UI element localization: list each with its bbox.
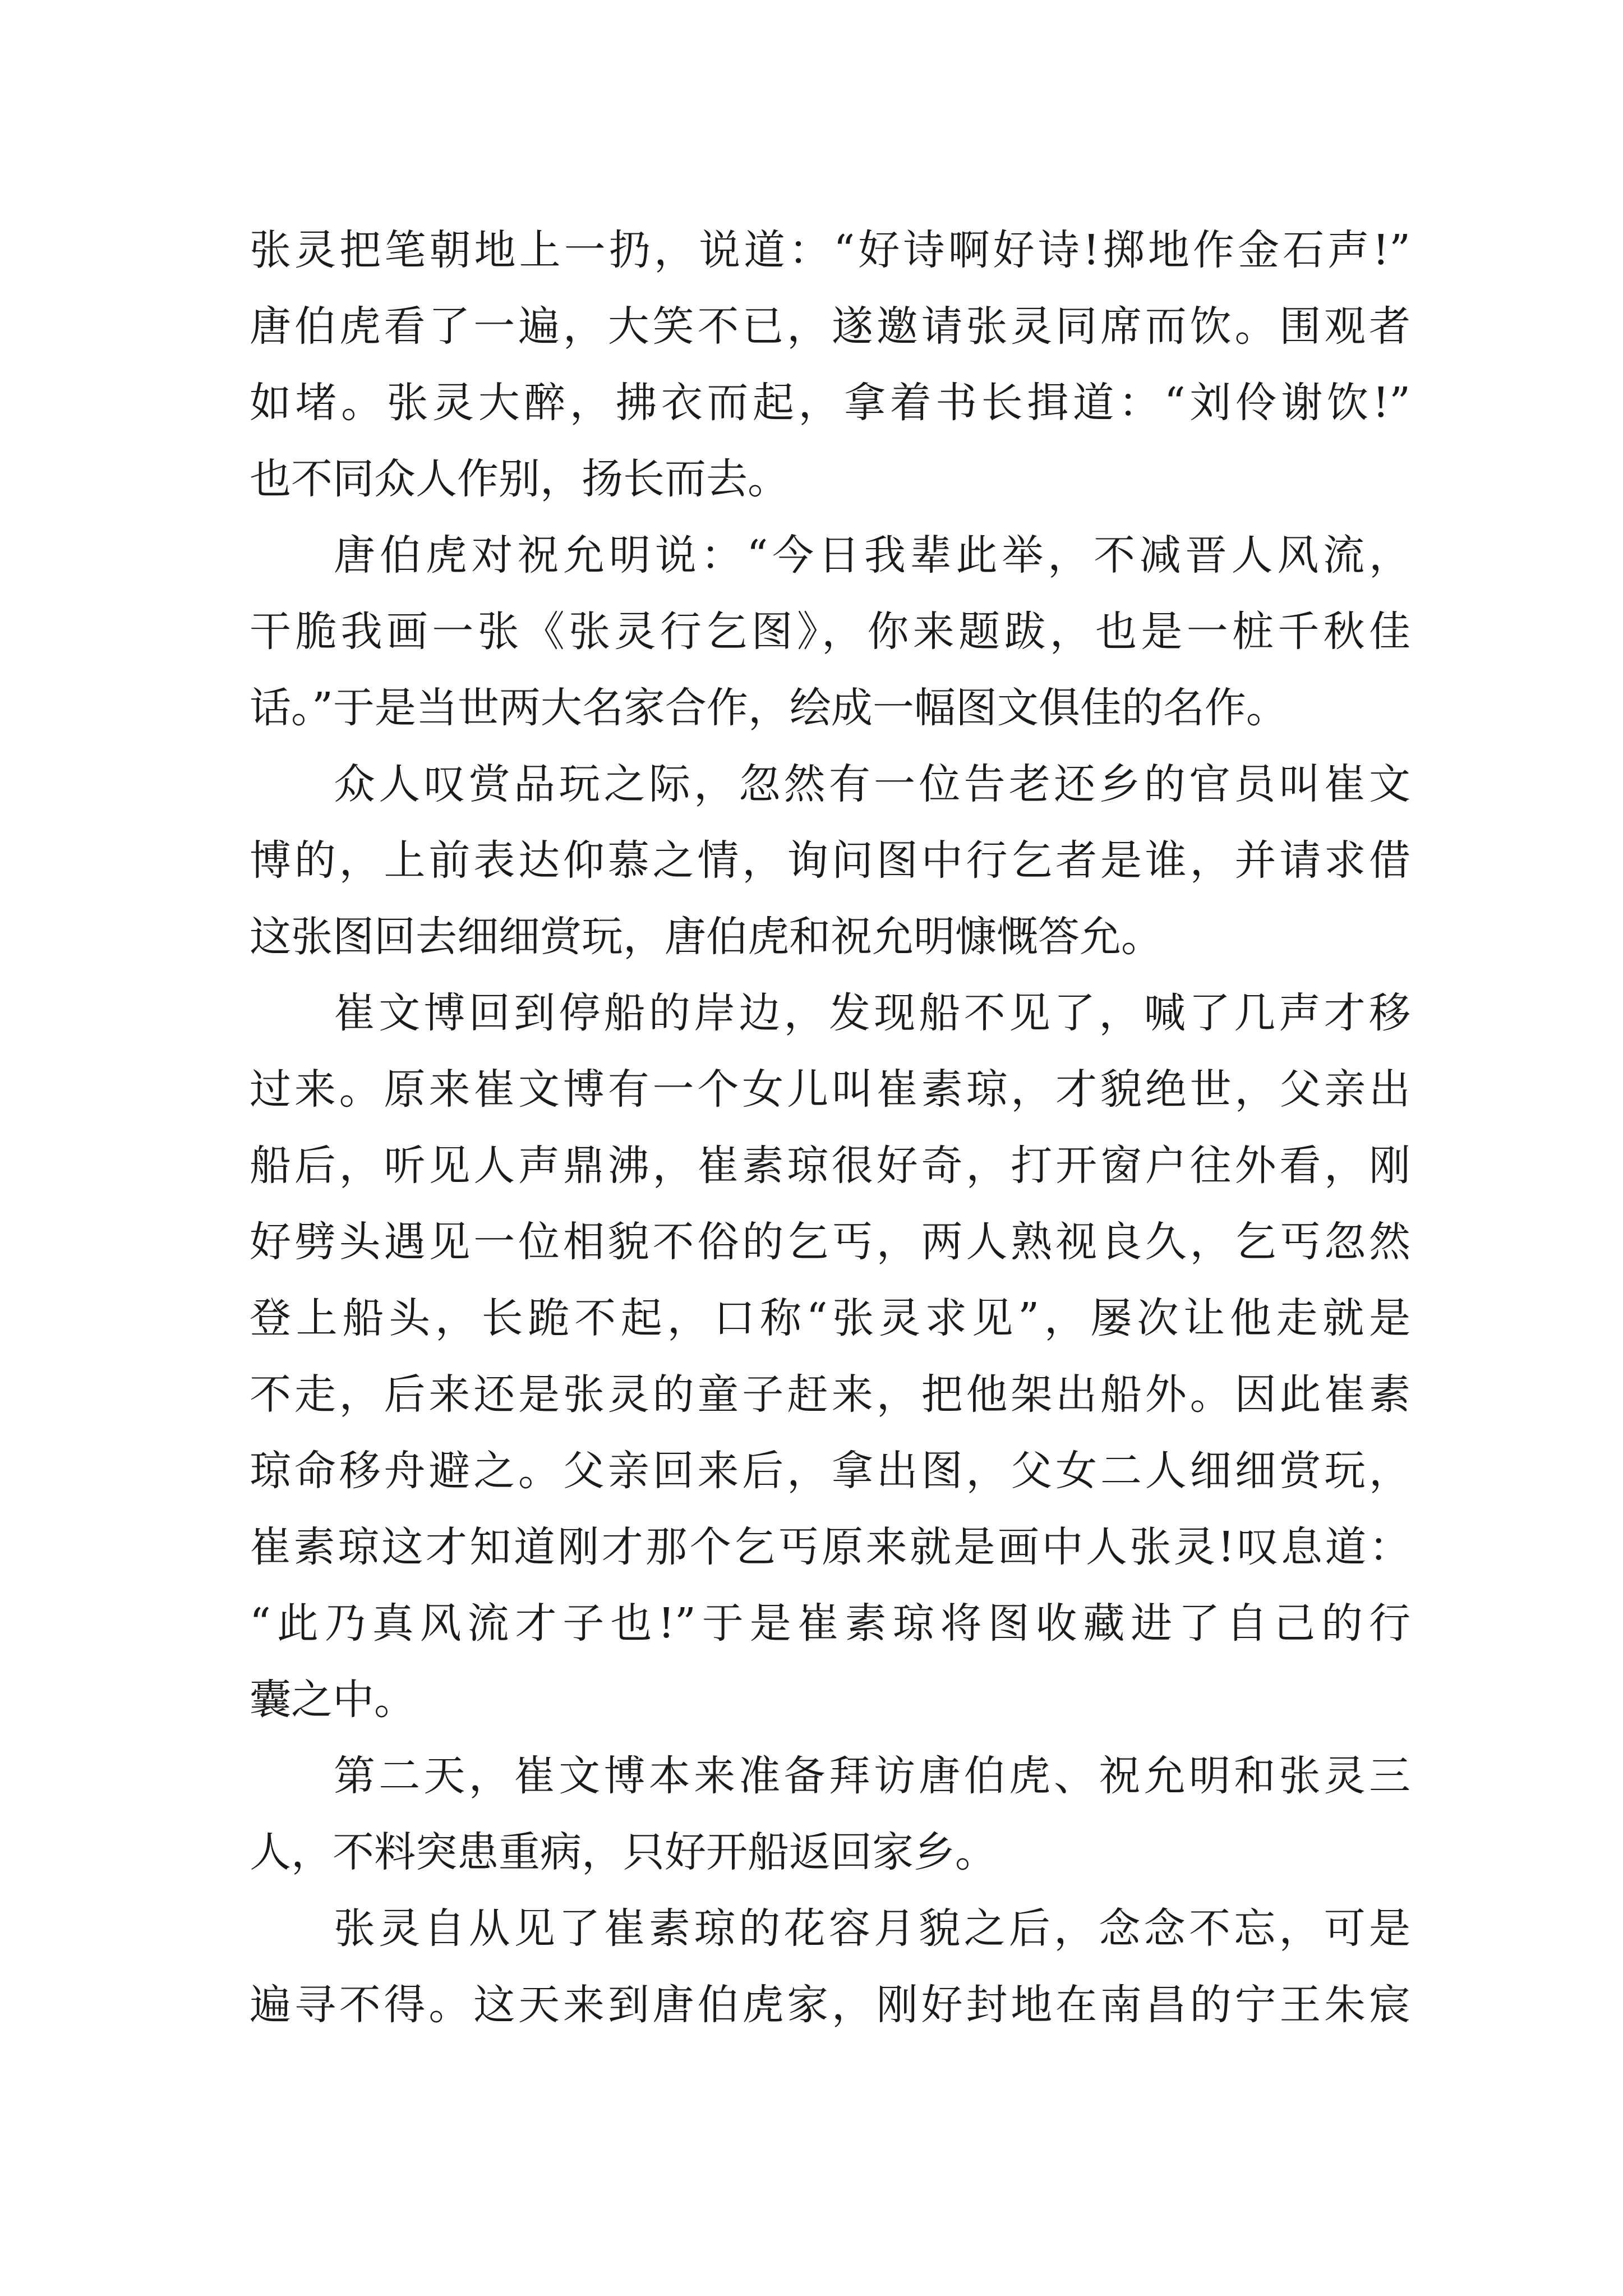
- text-line: 也不同众人作别，扬长而去。: [250, 455, 789, 503]
- text-line: 过来。原来崔文博有一个女儿叫崔素琼，才貌绝世，父亲出: [250, 1065, 1410, 1114]
- text-line: 遍寻不得。这天来到唐伯虎家，刚好封地在南昌的宁王朱宸: [250, 1981, 1410, 2029]
- text-line: 话。”于是当世两大名家合作，绘成一幅图文俱佳的名作。: [250, 684, 1288, 732]
- text-line: 不走，后来还是张灵的童子赶来，把他架出船外。因此崔素: [250, 1370, 1410, 1419]
- text-line: 崔素琼这才知道刚才那个乞丐原来就是画中人张灵!叹息道：: [250, 1523, 1410, 1571]
- text-line: 众人叹赏品玩之际，忽然有一位告老还乡的官员叫崔文: [334, 760, 1410, 808]
- text-line: 好劈头遇见一位相貌不俗的乞丐，两人熟视良久，乞丐忽然: [250, 1218, 1410, 1266]
- text-line: 博的，上前表达仰慕之情，询问图中行乞者是谁，并请求借: [250, 836, 1410, 885]
- text-line: 登上船头，长跪不起，口称“张灵求见”，屡次让他走就是: [250, 1294, 1410, 1342]
- text-line: 张灵把笔朝地上一扔，说道：“好诗啊好诗!掷地作金石声!”: [250, 226, 1410, 274]
- text-line: 第二天，崔文博本来准备拜访唐伯虎、祝允明和张灵三: [334, 1752, 1410, 1800]
- text-line: 琼命移舟避之。父亲回来后，拿出图，父女二人细细赏玩，: [250, 1447, 1410, 1495]
- text-line: 如堵。张灵大醉，拂衣而起，拿着书长揖道：“刘伶谢饮!”: [250, 379, 1410, 427]
- text-line: 这张图回去细细赏玩，唐伯虎和祝允明慷慨答允。: [250, 913, 1163, 961]
- text-line: 唐伯虎看了一遍，大笑不已，遂邀请张灵同席而饮。围观者: [250, 302, 1410, 351]
- text-line: 崔文博回到停船的岸边，发现船不见了，喊了几声才移: [334, 989, 1410, 1037]
- text-line: 船后，听见人声鼎沸，崔素琼很好奇，打开窗户往外看，刚: [250, 1142, 1410, 1190]
- body-text: [250, 212, 1410, 2043]
- text-line: 唐伯虎对祝允明说：“今日我辈此举，不减晋人风流，: [334, 531, 1410, 579]
- text-line: 人，不料突患重病，只好开船返回家乡。: [250, 1828, 997, 1876]
- text-line: 干脆我画一张《张灵行乞图》，你来题跋，也是一桩千秋佳: [250, 608, 1410, 656]
- text-line: “此乃真风流才子也!”于是崔素琼将图收藏进了自己的行: [250, 1599, 1410, 1648]
- text-line: 张灵自从见了崔素琼的花容月貌之后，念念不忘，可是: [334, 1904, 1410, 1953]
- text-line: 囊之中。: [250, 1676, 416, 1724]
